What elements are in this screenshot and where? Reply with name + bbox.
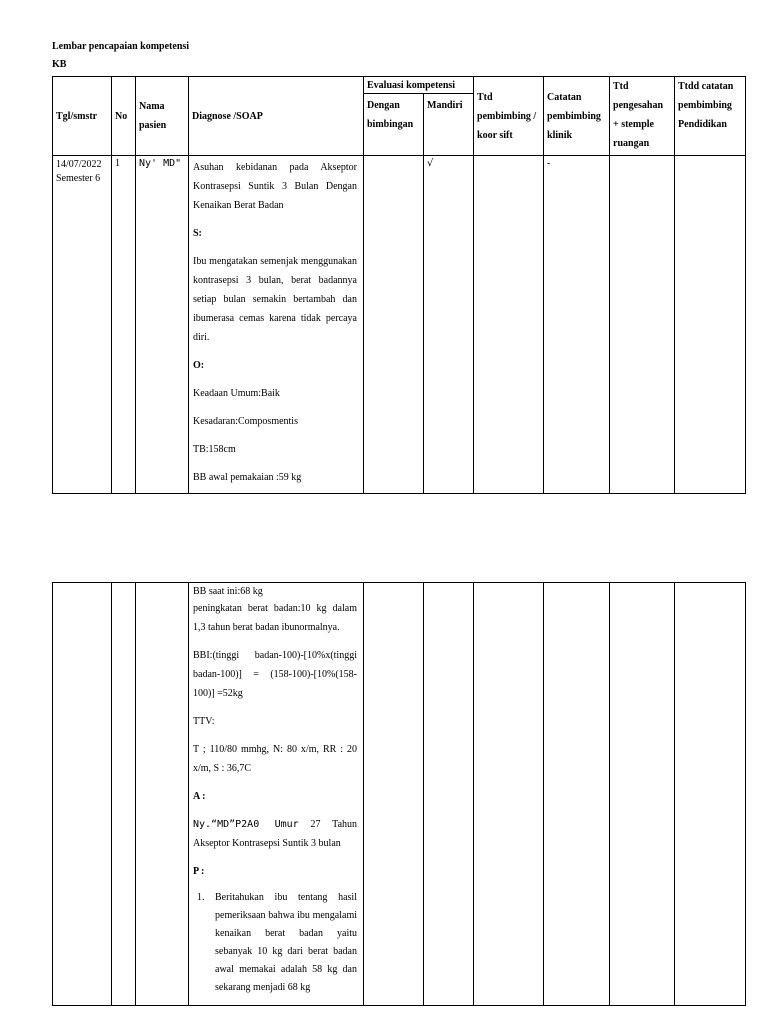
catatan-dash: -: [547, 158, 551, 169]
soap-kesadaran: Kesadaran:Composmentis: [193, 416, 298, 427]
header-catatan-klinik: Catatan pembimbing klinik: [544, 77, 610, 156]
ttd-pengesahan-cell-cont: [610, 583, 675, 1006]
header-ttd-pengesahan: Ttd pengesahan + stemple ruangan: [610, 77, 675, 156]
header-ttdd-catatan: Ttdd catatan pembimbing Pendidikan: [675, 77, 746, 156]
plan-text: Beritahukan ibu tentang hasil pemeriksaan bahwa ibu mengalami kenaikan berat badan yaitu sebanyak 10 kg dari berat badan awal memakai adalah 58 kg dan sekarang menjadi 68 kg: [215, 892, 357, 993]
date-cell: [53, 156, 112, 494]
entry-no: 1: [112, 156, 136, 494]
entry-patient: Ny' MD": [139, 158, 182, 169]
soap-bbi: BBI:(tinggi badan-100)-[10%x(tinggi badan-100)] = (158-100)-[10%(158-100)] =52kg: [193, 650, 357, 699]
patient-cell-cont: [136, 583, 189, 1006]
soap-a-name: Ny.“MD”P2A0 Umur: [193, 819, 299, 830]
soap-ttv: T ; 110/80 mmhg, N: 80 x/m, RR : 20 x/m, S : 36,7C: [193, 744, 357, 774]
soap-a-label: A :: [193, 791, 206, 802]
catatan-klinik-cell-cont: [544, 583, 610, 1006]
ttdd-catatan-cell-cont: [675, 583, 746, 1006]
check-mark: √: [427, 158, 434, 169]
header-tgl: Tgl/smstr: [53, 77, 112, 156]
catatan-klinik-cell: [544, 156, 610, 494]
header-evaluasi: Evaluasi kompetensi: [364, 77, 474, 94]
soap-bb-now: BB saat ini:68 kg: [193, 586, 263, 597]
soap-a-text-wrap: [193, 815, 357, 853]
ttd-pembimbing-cell: [474, 156, 544, 494]
header-mandiri: Mandiri: [424, 94, 474, 156]
table-row: [53, 583, 746, 1006]
header-dengan-bimbingan: Dengan bimbingan: [364, 94, 424, 156]
ttd-pembimbing-cell-cont: [474, 583, 544, 1006]
patient-cell: [136, 156, 189, 494]
header-ttd-pembimbing: Ttd pembimbing / koor sift: [474, 77, 544, 156]
table-row: [53, 156, 746, 494]
soap-increase: peningkatan berat badan:10 kg dalam 1,3 tahun berat badan ibunormalnya.: [193, 603, 357, 633]
soap-ttv-label: TTV:: [193, 716, 215, 727]
soap-s-label: S:: [193, 228, 202, 239]
plan-list: [193, 889, 357, 997]
soap-s-text: Ibu mengatakan semenjak menggunakan kontrasepsi 3 bulan, berat badannya setiap bulan semakin bertambah dan ibumerasa cemas karena tidak percaya diri.: [193, 256, 357, 343]
header-diagnose: Diagnose /SOAP: [189, 77, 364, 156]
soap-o-label: O:: [193, 360, 205, 371]
no-cell-cont: [112, 583, 136, 1006]
ttd-pengesahan-cell: [610, 156, 675, 494]
entry-date: 14/07/2022: [56, 159, 102, 170]
soap-keadaan: Keadaan Umum:Baik: [193, 388, 280, 399]
date-cell-cont: [53, 583, 112, 1006]
soap-cell-page-1: [189, 156, 364, 494]
list-item: [193, 889, 357, 997]
soap-cell-page-2: [189, 583, 364, 1006]
header-nama: Nama pasien: [136, 77, 189, 156]
header-no: No: [112, 77, 136, 156]
competency-table-page-2: [52, 582, 746, 1006]
soap-diagnosis: Asuhan kebidanan pada Akseptor Kontrasepsi Suntik 3 Bulan Dengan Kenaikan Berat Badan: [193, 162, 357, 211]
mandiri-cell-cont: [424, 583, 474, 1006]
document-subtitle: KB: [52, 59, 67, 70]
dengan-bimbingan-cell-cont: [364, 583, 424, 1006]
soap-bb-awal: BB awal pemakaian :59 kg: [193, 472, 302, 483]
document-title: Lembar pencapaian kompetensi: [52, 41, 190, 52]
dengan-bimbingan-cell: [364, 156, 424, 494]
ttdd-catatan-cell: [675, 156, 746, 494]
competency-table-page-1: [52, 76, 746, 494]
soap-tb: TB:158cm: [193, 444, 236, 455]
entry-semester: Semester 6: [56, 173, 101, 184]
plan-number: 1.: [197, 892, 205, 903]
mandiri-cell: [424, 156, 474, 494]
soap-p-label: P :: [193, 866, 205, 877]
soap-a-text: 27 Tahun Akseptor Kontrasepsi Suntik 3 bulan: [193, 819, 358, 849]
